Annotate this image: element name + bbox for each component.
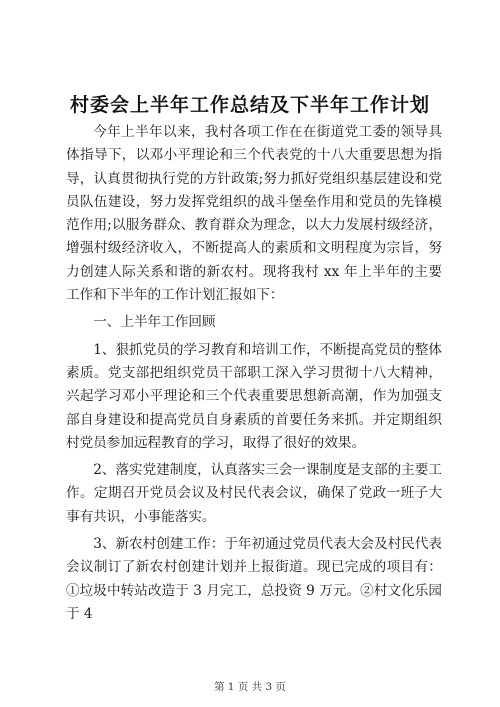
section-heading: 一、上半年工作回顾 <box>93 314 216 331</box>
body-paragraph-1: 1、狠抓党员的学习教育和培训工作，不断提高党员的整体素质。党支部把组织党员干部职工深入学习贯彻十八大精神，兴起学习邓小平理论和三个代表重要思想新高潮，作为加强支部自身建设和提高党员自身素质的首要任务来抓。并定期组织村党员参加远程教育的学习，取得了很好的效果。 <box>66 341 442 451</box>
document-title: 村委会上半年工作总结及下半年工作计划 <box>69 94 430 116</box>
page-footer: 第 1 页 共 3 页 <box>213 681 287 693</box>
intro-paragraph: 今年上半年以来，我村各项工作在在街道党工委的领导具体指导下，以邓小平理论和三个代表党的十八大重要思想为指导，认真贯彻执行党的方针政策;努力抓好党组织基层建设和党员队伍建设，努力发挥党组织的战斗堡垒作用和党员的先锋模范作用;以服务群众、教育群众为理念，以大力发展村级经济，增强村级经济收入，不断提高人的素质和文明程度为宗旨，努力创建人际关系和谐的新农村。现将我村 xx 年上半年的主要工作和下半年的工作计划汇报如下： <box>66 124 442 304</box>
body-paragraph-3: 3、新农村创建工作：于年初通过党员代表大会及村民代表会议制订了新农村创建计划并上报街道。现已完成的项目有：①垃圾中转站改造于 3 月完工，总投资 9 万元。②村文化乐园于 4 <box>66 536 442 622</box>
document-body <box>66 121 442 630</box>
body-paragraph-2: 2、落实党建制度，认真落实三会一课制度是支部的主要工作。定期召开党员会议及村民代表会议，确保了党政一班子大事有共识，小事能落实。 <box>66 462 442 525</box>
